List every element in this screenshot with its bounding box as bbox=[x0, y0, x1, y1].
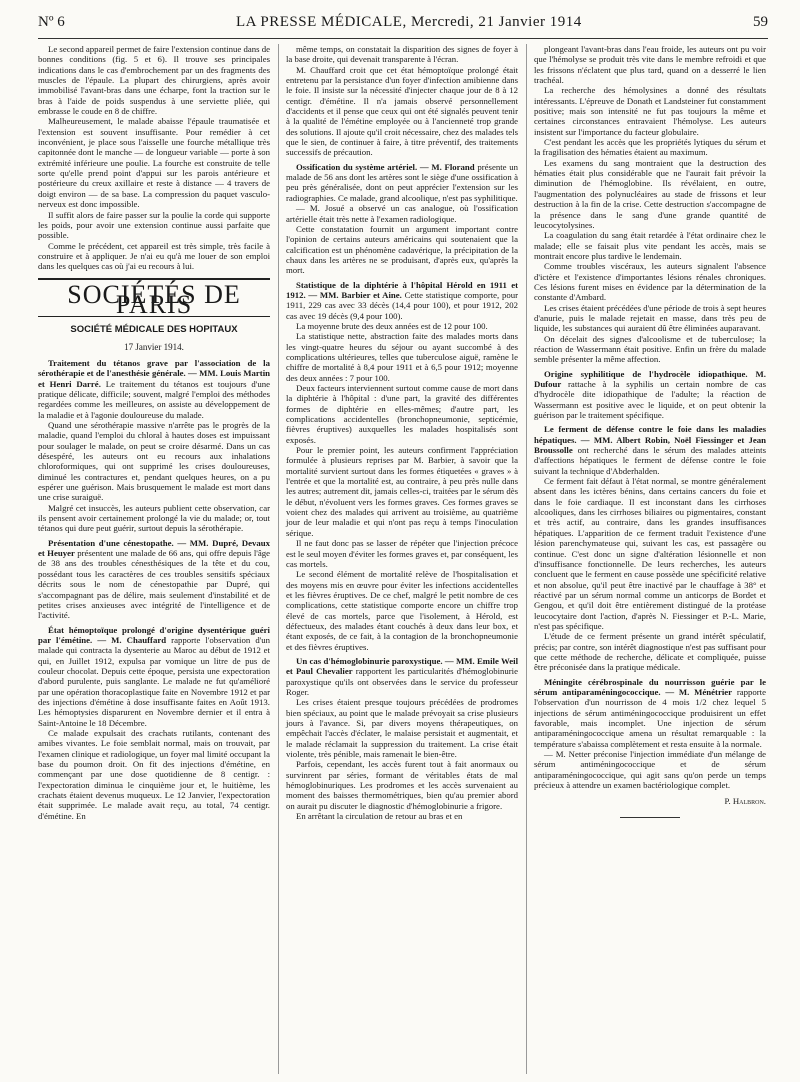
paragraph: On décelait des signes d'alcoolisme et de tuberculose; la réaction de Wassermann était positive. Enfin un frère du malade semble présenter la même affection. bbox=[534, 333, 766, 365]
paragraph: La recherche des hémolysines a donné des résultats intéressants. L'épreuve de Donath et Landsteiner fut constamment positive; mais son intensité ne fut pas toujours la même et certaines circonstances entravaient l'hémolyse. Les auteurs insistent sur l'importance du facteur globulaire. bbox=[534, 85, 766, 137]
page-header bbox=[38, 14, 768, 36]
article-text: rapportent les particularités d'hémoglobinurie paroxystique qu'ils ont observées dans le service du professeur Roger. bbox=[286, 666, 518, 697]
paragraph: — M. Josué a observé un cas analogue, où l'ossification artérielle était très nette à l'examen radiologique. bbox=[286, 203, 518, 224]
paragraph: Cette constatation fournit un argument important contre l'opinion de certains auteurs américains qui soutenaient que la calcification est un phénomène cadavérique, la précipitation de la chaux dans les artères ne se produisant, d'après eux, qu'après la mort. bbox=[286, 223, 518, 276]
article-title: Ossification du système artériel. — M. Florand bbox=[296, 161, 475, 172]
paragraph: Parfois, cependant, les accès furent tout à fait anormaux ou survinrent par séries, formant de véritables états de mal hémoglobinuriques. Les prodromes et les accès survenaient au moment des baisses thermométriques, bien qu'au premier abord on aurait pu discuter le diagnostic d'hémoglobinurie a frigore. bbox=[286, 759, 518, 811]
article-text: présentent une malade de 66 ans, qui offre depuis l'âge de 38 ans des troubles cénesthésiques de la tête et du cou, possédant tous les caractères de ces troubles sensitifs spéciaux décrits sous le nom de cénestopathie par Dupré, qui s'accompagnant pas de délire, mais seulement d'instabilité et de petites crises anxieuses avec intégrité de l'intelligence et de l'activité. bbox=[38, 548, 271, 621]
paragraph: Ce ferment fait défaut à l'état normal, se montre généralement absent dans les ictères bénins, dans certains cancers du foie et dans le foie cardiaque. Il est inconstant dans les cirrhoses alcooliques, dans les cirrhoses biliaires ou pigmentaires, constant et très actif, au contraire, dans les grandes insuffisances hépatiques. L'apparition de ce ferment traduit l'existence d'une lésion parenchymateuse qui, suivant les cas, est passagère ou continue. C'est donc un signe d'altération lésionnelle et non d'insuffisance fonctionnelle. De leurs recherches, les auteurs concluent que le ferment en cause possède une spécificité relative et non absolue, qu'il peut être inactivé par le chauffage à 38° et réactivé par un sérum normal comme un anticorps de Bordet et Gengou, et qu'il doit être entièrement distingué de la protéase leucocytaire dont l'action, d'après N. Fiessinger et P.-L. Marie, n'est pas spécifique. bbox=[534, 476, 766, 631]
paragraph: Les crises étaient précédées d'une période de trois à sept heures d'anurie, puis le malade rejetait en masse, dans très peu de liquide, les substances qui auraient dû être éliminées auparavant. bbox=[534, 302, 766, 334]
paragraph: — M. Netter préconise l'injection immédiate d'un mélange de sérum antiméningococcique et de sérum antiparaméningococcique, qui agit sans qu'on perde un temps précieux à attendre un examen bactériologique complet. bbox=[534, 749, 766, 791]
article-text: Le traitement du tétanos est toujours d'une pratique délicate, difficile; souvent, malgré l'emploi des méthodes regardées comme les meilleures, on assiste au développement de la maladie et à l'agonie douloureuse du malade. bbox=[38, 378, 270, 420]
column-divider bbox=[526, 44, 527, 1074]
article-title: État hémoptoïque prolongé d'origine dysentérique guéri par l'émétine. — M. Chauffard bbox=[38, 624, 270, 645]
article-title: Le ferment de défense contre le foie dans les maladies hépatiques. — MM. Albert Robin, Noël Fiessinger et Jean Broussolle bbox=[534, 424, 766, 456]
paragraph: Comme le précédent, cet appareil est très simple, très facile à construire et à appliquer. Je n'ai eu qu'à me louer de son emploi dans les quelques cas où j'ai eu recours à lui. bbox=[38, 240, 270, 272]
running-title: LA PRESSE MÉDICALE, Mercredi, 21 Janvier 1914 bbox=[235, 14, 582, 30]
article-text: présente un malade de 56 ans dont les artères sont le siège d'une ossification à peu près généralisée, dont on peut apprécier l'extension sur les radiographies. Ce malade, grand alcoolique, n'est pas syphilitique. bbox=[286, 161, 518, 203]
article-text: rapporte l'observation d'un malade qui contracta la dysenterie au Maroc au début de 1912 et qui, en Juillet 1912, expulsa par vomique un litre de pus de couleur chocolat. Depuis cette époque, persista une expectoration d'abord purulente, puis sanglante. Le malade ne fut qu'amélioré par une opération thoracoplastique faite en Novembre 1912 et par des injections d'émétine à dose insuffisante faites en Août 1913. Les hémoptysies disparurent en Novembre dernier et il entra à Saint-Antoine le 18 Décembre. bbox=[38, 634, 271, 728]
article-text: rattache à la syphilis un certain nombre de cas d'hydrocèle dite idiopathique de l'adulte; la réaction de Wassermann est positive avec le liquide, et on peut obtenir la guérison par le traitement spécifique. bbox=[534, 379, 767, 421]
section-title: SOCIÉTÉS DE PARIS bbox=[67, 279, 241, 319]
column-3 bbox=[534, 44, 766, 818]
paragraph: Comme troubles viscéraux, les auteurs signalent l'absence d'ictère et l'existence d'importantes lésions rénales chroniques. Ces lésions furent mises en évidence par la détermination de la constante d'Ambard. bbox=[534, 261, 766, 303]
issue-number: Nº 6 bbox=[38, 14, 65, 30]
article-text: Cette statistique comporte, pour 1911, 229 cas avec 33 décès (14,4 pour 100), et pour 1912, 202 cas avec 19 décès (9,4 pour 100). bbox=[286, 289, 519, 321]
paragraph: En arrêtant la circulation de retour au bras et en bbox=[296, 811, 463, 822]
article-text: ont recherché dans le sérum des malades atteints d'affections hépatiques le ferment de défense contre le foie suivant la technique d'Abderhalden. bbox=[534, 445, 766, 476]
paragraph: La coagulation du sang était retardée à l'état ordinaire chez le malade; elle se faisait plus vite pendant les accès, mais se montrait encore plus tardive le lendemain. bbox=[534, 230, 766, 261]
column-2 bbox=[286, 44, 518, 821]
paragraph: C'est pendant les accès que les propriétés lytiques du sérum et la fragilisation des hématies étaient au maximum. bbox=[534, 137, 766, 158]
end-rule bbox=[620, 817, 680, 818]
header-rule bbox=[38, 38, 768, 39]
paragraph: Malgré cet insuccès, les auteurs publient cette observation, car ils pensent avoir certainement prolongé la vie du malade; or, tout tétanos qui dure peut guérir, surtout depuis la sérothérapie. bbox=[38, 502, 270, 534]
paragraph: M. Chauffard croit que cet état hémoptoïque prolongé était entretenu par la persistance d'un foyer d'infection amibienne dans le foie. Il insiste sur la nécessité d'injecter chaque jour de 8 à 12 centigr. d'émétine. Il n'a jamais observé personnellement d'accidents et il pense que ceux qui ont été signalés peuvent tenir à la qualité de l'émétine employée ou à l'ancienneté trop grande des solutions. Il ajoute qu'il croit nécessaire, chez des malades tels que le sien, de continuer à faire, à titre préventif, des traitements successifs de précaution. bbox=[286, 64, 518, 158]
paragraph: Deux facteurs interviennent surtout comme cause de mort dans la diphtérie à l'hôpital : d'une part, la gravité des différentes formes de diphtérie en elles-mêmes; d'autre part, les complications accidentelles (bronchopneumonie, septicémie, fièvres éruptives) auxquelles les malades hospitalisés sont exposés. bbox=[286, 383, 518, 445]
paragraph: La moyenne brute des deux années est de 12 pour 100. bbox=[296, 320, 488, 331]
article-text: rapporte l'observation d'un nourrisson de 4 mois 1/2 chez lequel 5 injections de sérum antiméningococcique produisirent un effet favorable, mais incomplet. Une injection de sérum antiparaméningococcique amena un résultat remarquable : la température s'abaissa complètement et resta ensuite à la normale. bbox=[534, 686, 766, 749]
paragraph: Le second élément de mortalité relève de l'hospitalisation et des moyens mis en œuvre pour éviter les infections accidentelles et les fièvres éruptives. De ce chef, malgré le petit nombre de ces complications, cette statistique comporte encore un chiffre trop élevé de cas mortels, parce que l'isolement, à Hérold, est défectueux, des malades étant couchés à deux dans leur box, et étant exposés, de ce fait, à la contagion de la bronchopneumonie et des fièvres éruptives. bbox=[286, 569, 518, 652]
paragraph: Les crises étaient presque toujours précédées de prodromes bien spéciaux, au point que le malade prévoyait sa crise plusieurs jours à l'avance. Si, par divers moyens thérapeutiques, on empêchait l'accès d'éclater, le malaise persistait et augmentait, et le malade réclamait la suppression du traitement. La crise était violente, très pénible, mais ramenait le bien-être. bbox=[286, 697, 518, 760]
paragraph: Le second appareil permet de faire l'extension continue dans de bonnes conditions (fig. 5 et 6). Il trouve ses principales indications dans le cas d'embrochement par un des fragments des muscles de l'épaule. La plupart des chirurgiens, après avoir immobilisé l'avant-bras dans une écharpe, font la traction sur le bras à l'aide de poids suspendus à une serviette pliée, qui embrasse le coude en 8 de chiffre. bbox=[38, 44, 270, 117]
article-title: Présentation d'une cénestopathe. — MM. Dupré, Devaux et Heuyer bbox=[38, 537, 270, 559]
paragraph: plongeant l'avant-bras dans l'eau froide, les auteurs ont pu voir que l'hémolyse se produit très vite dans le membre refroidi et que les frissons n'éclatent que plus tard, quand on a desserré le lien trachéal. bbox=[534, 44, 766, 86]
article-title: Statistique de la diphtérie à l'hôpital Hérold en 1911 et 1912. — MM. Barbier et Aine. bbox=[286, 279, 518, 300]
article-title: Un cas d'hémoglobinurie paroxystique. — MM. Emile Weil et Paul Chevalier bbox=[286, 655, 518, 677]
page-number: 59 bbox=[752, 14, 768, 30]
paragraph: Ce malade expulsait des crachats rutilants, contenant des amibes vivantes. Le foie semblait normal, mais on trouvait, par l'examen clinique et radiologique, un foyer mal limité occupant la base du poumon droit. On fit des injections d'émétine, en commençant par une dose quotidienne de 8 centigr. : l'expectoration diminua le cinquième jour et, le huitième, les crachats étaient devenus muqueux. Le 12 Janvier, l'expectoration était supprimée. Le malade avait reçu, au total, 74 centigr. d'émétine. En bbox=[38, 727, 270, 821]
paragraph: Malheureusement, le malade abaisse l'épaule traumatisée et l'extension est souvent insuffisante. Pour remédier à cet inconvénient, je place sous l'aisselle une fourche métallique très capitonnée dont le manche — de longueur variable — porte à son extrémité inférieure une poulie. La fourche est construite de telle sorte qu'elle prend point d'appui sur les parois antérieure et postérieure du creux axillaire et reste à distance — 4 travers de doigt environ — de sa base. La compression du paquet vasculo-nerveux est donc impossible. bbox=[38, 116, 270, 210]
column-divider bbox=[278, 44, 279, 1074]
paragraph: Il suffit alors de faire passer sur la poulie la corde qui supporte les poids, pour avoir une extension continue aussi parfaite que possible. bbox=[38, 209, 270, 241]
session-date: 17 Janvier 1914. bbox=[124, 341, 184, 352]
paragraph: même temps, on constatait la disparition des signes de foyer à la base droite, qui devenait transparente à l'écran. bbox=[286, 44, 518, 65]
paragraph: Pour le premier point, les auteurs confirment l'appréciation formulée à plusieurs reprises par M. Barbier, à savoir que la mortalité survient surtout dans les formes étiquetées « graves » à l'entrée et que la mortalité est, au contraire, à peu près nulle dans les autres; autrement dit, jamais celles-ci, traitées par le sérum dès le début, n'évoluent vers les formes graves. Ces formes graves se voient chez des malades qui arrivent au troisième, au quatrième jour de leur maladie et qui n'ont pas reçu à temps l'inoculation sérique. bbox=[286, 445, 518, 538]
article-title: Méningite cérébrospinale du nourrisson guérie par le sérum antiparaméningococcique. — M. Ménétrier bbox=[534, 676, 766, 697]
article-title: Traitement du tétanos grave par l'association de la sérothérapie et de l'anesthésie générale. — MM. Louis Martin et Henri Darré. bbox=[38, 357, 270, 389]
paragraph: Quand une sérothérapie massive n'arrête pas le progrès de la maladie, quand l'emploi du chloral à hautes doses est impuissant pour soulager le malade, on peut se croire désarmé. Dans un cas désespéré, les auteurs ont eu recours aux inhalations chloroformiques, qui ont supprimé les crises douloureuses, diminué les contractures et, pendant quelques heures, on a pu espérer une guérison. Mais brusquement le malade est mort dans une crise suraiguë. bbox=[38, 420, 270, 503]
paragraph: L'étude de ce ferment présente un grand intérêt spéculatif, précis; par contre, son intérêt diagnostique n'est pas suffisant pour que cette méthode de recherche, délicate et compliquée, puisse être préconisée dans la pratique médicale. bbox=[534, 631, 766, 673]
society-heading: SOCIÉTÉ MÉDICALE DES HOPITAUX bbox=[70, 324, 238, 336]
article-title: Origine syphilitique de l'hydrocèle idiopathique. M. Dufour bbox=[534, 368, 766, 389]
paragraph: Il ne faut donc pas se lasser de répéter que l'injection précoce est le seul moyen d'éviter les formes graves et, par conséquent, les cas mortels. bbox=[286, 538, 518, 569]
author-signature: P. Halbron. bbox=[724, 796, 766, 807]
paragraph: La statistique nette, abstraction faite des malades morts dans les vingt-quatre heures du séjour ou ayant succombé à des complications ultérieures, telles que tuberculose aiguë, ramène le chiffre de mortalité à 8,4 pour 1911 et à 6,5 pour 1912; moyenne des deux années : 7 pour 100. bbox=[286, 331, 518, 383]
column-1 bbox=[38, 44, 270, 821]
paragraph: Les examens du sang montraient que la destruction des hématies était plus considérable que ne l'aurait fait prévoir la diminution de l'hémoglobine. Ils révélaient, en outre, l'augmentation des polynucléaires au stade de frissons et leur destruction à la fin de la crise. Cette destruction s'accompagne de la présence dans le sang d'une grande quantité de leucocytolysines. bbox=[534, 157, 766, 230]
